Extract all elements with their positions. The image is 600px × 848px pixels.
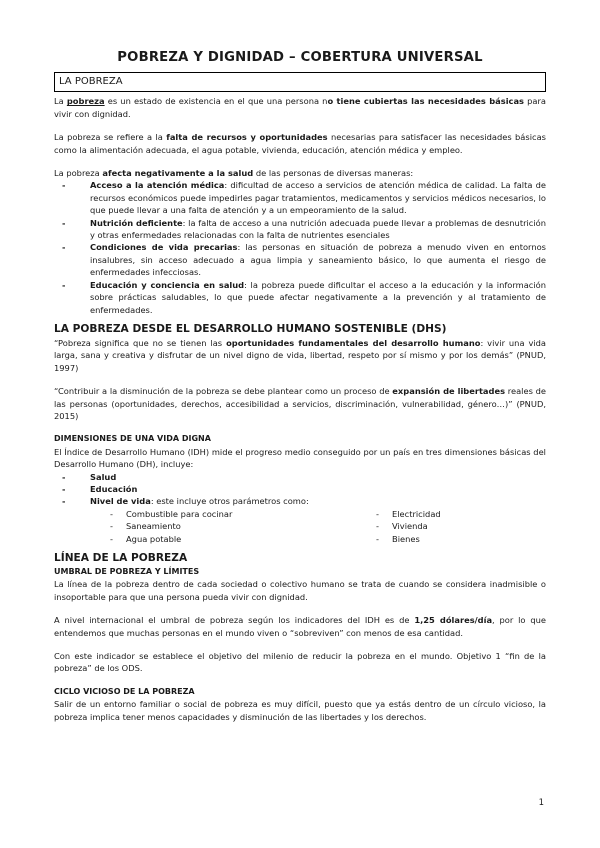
- parameters-right-column: [376, 508, 546, 545]
- health-effects-list: [54, 179, 546, 315]
- list-item: - Educación y conciencia en salud: la pobreza puede dificultar el acceso a la educación y la información sobre prácticas saludables, lo que puede afectar negativamente a la prevención y al tratamiento de enfermedades.: [54, 279, 546, 316]
- list-item: - Bienes: [376, 533, 546, 545]
- dimensions-list: [54, 471, 546, 508]
- heading-linea-pobreza: LÍNEA DE LA POBREZA: [54, 552, 188, 564]
- list-item: - Saneamiento: [110, 520, 376, 532]
- list-item: - Nutrición deficiente: la falta de acceso a una nutrición adecuada puede llevar a problemas de desnutrición y otras enfermedades relacionadas con la falta de nutrientes esenciales: [54, 217, 546, 242]
- list-item: - Combustible para cocinar: [110, 508, 376, 520]
- document-title: POBREZA Y DIGNIDAD – COBERTURA UNIVERSAL: [117, 50, 483, 65]
- heading-umbral: UMBRAL DE POBREZA Y LÍMITES: [54, 567, 200, 576]
- list-item: - Condiciones de vida precarias: las personas en situación de pobreza a menudo viven en entornos insalubres, sin acceso adecuado a agua limpia y saneamiento básico, lo que aumenta el riesgo de enfermedades infecciosas.: [54, 241, 546, 278]
- paragraph-afecta-salud: La pobreza afecta negativamente a la salud de las personas de diversas maneras:: [54, 168, 414, 179]
- paragraph-idh: El Índice de Desarrollo Humano (IDH) mide el progreso medio conseguido por un país en tres dimensiones básicas del Desarrollo Humano (DH), incluye:: [54, 446, 546, 470]
- heading-dimensiones: DIMENSIONES DE UNA VIDA DIGNA: [54, 434, 211, 444]
- quote-pnud-1997: “Pobreza significa que no se tienen las oportunidades fundamentales del desarrollo humano: vivir una vida larga, sana y creativa y disfrutar de un nivel digno de vida, libertad, respeto por sí mismo y por los demás” (PNUD, 1997): [54, 337, 547, 373]
- list-item: - Educación: [54, 483, 546, 495]
- paragraph-objetivo-milenio: Con este indicador se establece el objetivo del milenio de reducir la pobreza en el mundo. Objetivo 1 “fin de la pobreza” de los ODS.: [54, 651, 546, 674]
- list-item: - Electricidad: [376, 508, 546, 520]
- page-number: 1: [538, 798, 544, 808]
- paragraph-ciclo-vicioso: Salir de un entorno familiar o social de pobreza es muy difícil, puesto que ya estás dentro de un círculo vicioso, la pobreza implica tener menos capacidades y disminución de las libertades y los derechos.: [54, 699, 546, 722]
- list-item: - Agua potable: [110, 533, 376, 545]
- paragraph-umbral-internacional: A nivel internacional el umbral de pobreza según los indicadores del IDH es de 1,25 dólares/día, por lo que entendemos que muchas personas en el mundo viven o “sobreviven” con menos de esa cantidad.: [54, 615, 546, 638]
- list-item: - Acceso a la atención médica: dificultad de acceso a servicios de atención médica de calidad. La falta de recursos económicos puede impedirles pagar tratamientos, medicamentos y servicios médicos necesarios, lo que puede llevar a una falta de atención y a un empeoramiento de la salud.: [54, 179, 546, 216]
- paragraph-falta-recursos: La pobreza se refiere a la falta de recursos y oportunidades necesarias para satisfacer las necesidades básicas como la alimentación adecuada, el agua potable, vivienda, educación, atención médica y empleo.: [54, 132, 546, 155]
- paragraph-linea: La línea de la pobreza dentro de cada sociedad o colectivo humano se trata de cuando se considera inadmisible o insoportable para que una persona pueda vivir con dignidad.: [54, 579, 546, 602]
- parameters-grid: [54, 508, 546, 545]
- quote-pnud-2015: “Contribuir a la disminución de la pobreza se debe plantear como un proceso de expansión de libertades reales de las personas (oportunidades, derechos, accesibilidad a servicios, discriminación, vulnerabilidad, género…)” (PNUD, 2015): [54, 386, 547, 421]
- list-item: - Salud: [54, 471, 546, 483]
- list-item: - Nivel de vida: este incluye otros parámetros como:: [54, 495, 546, 507]
- heading-ciclo-vicioso: CICLO VICIOSO DE LA POBREZA: [54, 686, 195, 696]
- page-content: [54, 52, 546, 723]
- heading-dhs: LA POBREZA DESDE EL DESARROLLO HUMANO SOSTENIBLE (DHS): [54, 322, 447, 335]
- paragraph-definition: La pobreza es un estado de existencia en el que una persona no tiene cubiertas las necesidades básicas para vivir con dignidad.: [54, 96, 546, 119]
- parameters-left-column: [110, 508, 376, 545]
- section-box-la-pobreza: LA POBREZA: [54, 72, 546, 92]
- list-item: - Vivienda: [376, 520, 546, 532]
